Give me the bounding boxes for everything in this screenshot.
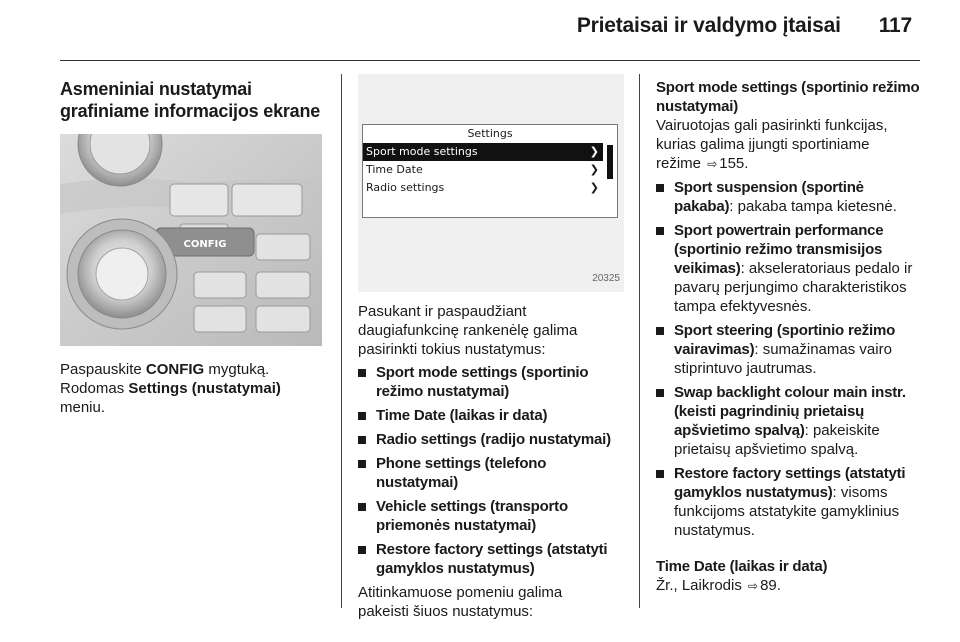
settings-list xyxy=(358,363,624,578)
text-line: Atitinkamuose pomeniu galima xyxy=(358,584,563,601)
option-description: : akseleratoriaus pedalo ir xyxy=(740,260,913,277)
text-line: Pasukant ir paspaudžiant xyxy=(358,303,527,320)
option-name: Swap backlight colour main instr. xyxy=(674,384,906,401)
header-title: Prietaisai ir valdymo įtaisai xyxy=(576,14,841,37)
chevron-right-icon: ❯ xyxy=(589,145,599,158)
option-description: nustatymus. xyxy=(674,522,755,539)
text-line: pakeisti šiuos nustatymus: xyxy=(358,603,534,620)
list-item-text: Time Date (laikas ir data) xyxy=(376,407,548,424)
option-name: apšvietimo spalvą) xyxy=(674,422,805,439)
option-description: stiprintuvo jautrumas. xyxy=(674,360,817,377)
list-item xyxy=(656,383,924,459)
option-description: : sumažinamas vairo xyxy=(754,341,892,358)
screen-item-label: Radio settings xyxy=(366,181,445,194)
outro-text xyxy=(358,583,624,621)
figure-number: 20325 xyxy=(592,273,620,284)
list-item xyxy=(358,540,624,578)
subheading-line: nustatymai) xyxy=(656,98,738,115)
option-description: : pakeiskite xyxy=(804,422,880,439)
text-line: kurias galima įjungti sportiniame xyxy=(656,136,870,153)
subheading-sport-mode xyxy=(656,78,924,116)
list-item xyxy=(358,454,624,492)
text-run: Rodomas xyxy=(60,380,129,397)
settings-screen xyxy=(362,124,618,218)
screen-item-sport-mode[interactable] xyxy=(363,143,603,161)
text-run: Paspauskite xyxy=(60,361,146,378)
page-reference: 89. xyxy=(760,577,781,594)
instruction-text xyxy=(60,360,325,417)
reference-arrow-icon: ⇨ xyxy=(707,157,718,171)
time-date-text xyxy=(656,576,924,596)
section-title xyxy=(60,78,325,122)
option-name: vairavimas) xyxy=(674,341,755,358)
list-item-text: priemonės nustatymai) xyxy=(376,517,537,534)
list-item-text: Phone settings (telefono xyxy=(376,455,547,472)
text-run: meniu. xyxy=(60,399,106,416)
list-item-text: režimo nustatymai) xyxy=(376,383,510,400)
sport-mode-intro xyxy=(656,116,924,174)
text-run: Žr., Laikrodis xyxy=(656,577,747,594)
config-button-label: CONFIG xyxy=(183,239,227,250)
dashboard-photo-illustration xyxy=(60,134,322,346)
column-divider-2 xyxy=(639,74,640,608)
list-item xyxy=(656,221,924,316)
screen-title: Settings xyxy=(467,127,513,140)
column-1 xyxy=(60,78,325,417)
screen-item-time-date[interactable] xyxy=(363,161,603,179)
option-name: Restore factory settings (atstatyti xyxy=(674,465,906,482)
reference-arrow-icon: ⇨ xyxy=(748,579,759,593)
list-item xyxy=(358,430,624,449)
option-name: (keisti pagrindinių prietaisų xyxy=(674,403,865,420)
list-item xyxy=(656,321,924,378)
list-item-text: nustatymai) xyxy=(376,474,458,491)
option-description: prietaisų apšvietimo spalvą. xyxy=(674,441,859,458)
option-name: (sportinio režimo transmisijos xyxy=(674,241,883,258)
list-item-text: Sport mode settings (sportinio xyxy=(376,364,589,381)
text-line: daugiafunkcinę rankenėlę galima xyxy=(358,322,578,339)
chevron-right-icon: ❯ xyxy=(589,181,599,194)
chevron-right-icon: ❯ xyxy=(589,163,599,176)
text-line: pasirinkti tokius nustatymus: xyxy=(358,341,546,358)
option-description: : visoms xyxy=(832,484,888,501)
section-title-line-1: Asmeniniai nustatymai xyxy=(60,79,252,99)
list-item xyxy=(656,178,924,216)
option-name: veikimas) xyxy=(674,260,741,277)
list-item xyxy=(656,464,924,540)
option-name: Sport steering (sportinio režimo xyxy=(674,322,896,339)
settings-term: Settings (nustatymai) xyxy=(128,380,281,397)
config-panel-photo xyxy=(60,134,322,346)
option-description: : pakaba tampa kietesnė. xyxy=(729,198,897,215)
text-line: Vairuotojas gali pasirinkti funkcijas, xyxy=(656,117,888,134)
list-item-text: gamyklos nustatymus) xyxy=(376,560,535,577)
screen-scrollbar[interactable] xyxy=(607,145,613,179)
config-term: CONFIG xyxy=(145,361,205,378)
list-item xyxy=(358,406,624,425)
column-2 xyxy=(358,74,624,621)
settings-screen-figure xyxy=(358,74,624,292)
option-description: funkcijoms atstatykite gamyklinius xyxy=(674,503,900,520)
option-name: pakaba) xyxy=(674,198,730,215)
list-item xyxy=(358,497,624,535)
list-item-text: Restore factory settings (atstatyti xyxy=(376,541,608,558)
page-header xyxy=(577,14,912,38)
option-name: Sport powertrain performance xyxy=(674,222,884,239)
option-description: tampa efektyvesnės. xyxy=(674,298,812,315)
option-name: gamyklos nustatymus) xyxy=(674,484,833,501)
list-item-text: Radio settings (radijo nustatymai) xyxy=(376,431,611,448)
screen-item-label: Sport mode settings xyxy=(366,145,478,158)
screen-item-label: Time Date xyxy=(366,163,423,176)
page-reference: 155. xyxy=(719,155,749,172)
text-run: mygtuką. xyxy=(204,361,270,378)
subheading-line: Sport mode settings (sportinio režimo xyxy=(656,79,920,96)
subheading-time-date: Time Date (laikas ir data) xyxy=(656,558,828,575)
option-name: Sport suspension (sportinė xyxy=(674,179,864,196)
section-title-line-2: grafiniame informacijos ekrane xyxy=(60,101,321,121)
sport-options-list xyxy=(656,178,924,540)
column-divider-1 xyxy=(341,74,342,608)
list-item xyxy=(358,363,624,401)
option-description: pavarų perjungimo charakteristikos xyxy=(674,279,907,296)
page-number: 117 xyxy=(878,14,912,37)
text-run: režime xyxy=(656,155,706,172)
column-3 xyxy=(656,78,924,596)
list-item-text: Vehicle settings (transporto xyxy=(376,498,568,515)
header-rule xyxy=(60,60,920,61)
screen-item-radio-settings[interactable] xyxy=(363,179,603,197)
intro-text xyxy=(358,302,624,359)
